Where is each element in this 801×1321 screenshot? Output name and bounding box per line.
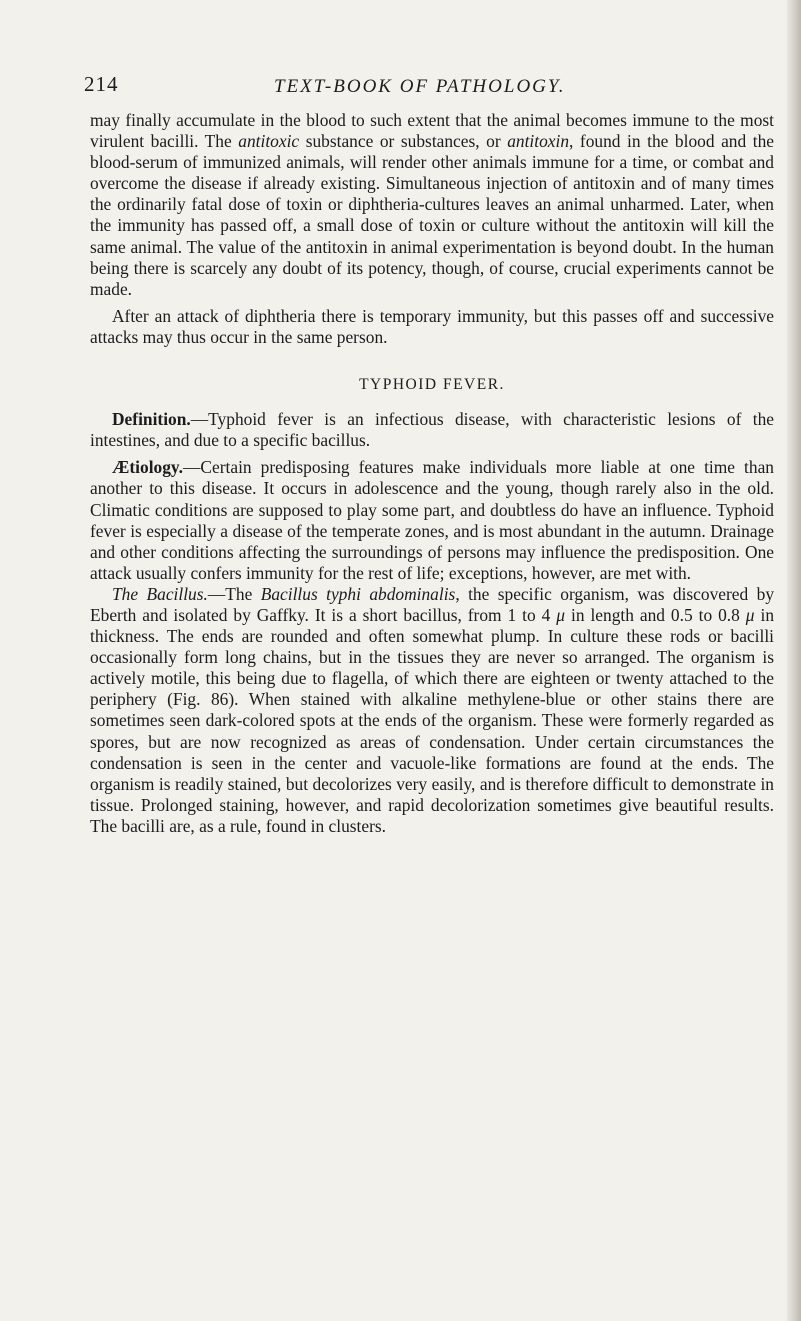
paragraph-definition bbox=[90, 409, 774, 451]
running-title: TEXT-BOOK OF PATHOLOGY. bbox=[274, 76, 566, 97]
text-run: in length and 0.5 to 0.8 bbox=[565, 604, 746, 625]
text-run: —Typhoid fever is an infectious disease, with characteristic lesions of the intestines, and due to a specific bacillus. bbox=[90, 409, 774, 451]
paragraph-bacillus bbox=[90, 584, 774, 837]
text-run: , the specific organism, was discovered by Eberth and isolated by Gaffky. It is a short bacillus, from 1 to 4 bbox=[90, 583, 775, 625]
italic-term: antitoxic bbox=[238, 131, 300, 152]
italic-term: Bacillus typhi abdominalis bbox=[260, 583, 456, 604]
text-run: —Certain predisposing features make individuals more liable at one time than another to this disease. It occurs in adolescence and the young, though rarely also in the old. Climatic conditions are supposed to play some part, and doubtless do have an influence. Typhoid fever is especially a disease of the temperate zones, and is most abundant in the autumn. Drainage and other conditions affecting the surroundings of persons may influence the predisposition. One attack usually confers immunity for the rest of life; exceptions, however, are met with. bbox=[90, 457, 774, 583]
italic-term: antitoxin bbox=[507, 131, 570, 152]
page-body bbox=[90, 110, 774, 837]
micron-symbol: μ bbox=[556, 604, 566, 625]
paragraph-etiology bbox=[90, 457, 774, 584]
page-header bbox=[84, 72, 761, 102]
page-edge bbox=[787, 0, 801, 1321]
text-run: substance or substances, or bbox=[299, 131, 508, 152]
text-run: —The bbox=[207, 583, 261, 604]
page-number: 214 bbox=[84, 72, 119, 96]
micron-symbol: μ bbox=[745, 604, 755, 625]
text-run: , found in the blood and the blood-serum of immunized animals, will render other animals immune for a time, or combat and overcome the disease if already existing. Simultaneous injection of antitoxin and of many times the ordinarily fatal dose of toxin or diphtheria-cultures leaves an animal unharmed. Later, when the immunity has passed off, a small dose of toxin or culture without the antitoxin will kill the same animal. The value of the antitoxin in animal experimentation is beyond doubt. In the human being there is scarcely any doubt of its potency, though, of course, crucial experiments cannot be made. bbox=[90, 131, 774, 299]
run-in-heading: The Bacillus. bbox=[112, 583, 208, 604]
paragraph-immunity: After an attack of diphtheria there is temporary immunity, but this passes off and successive attacks may thus occur in the same person. bbox=[90, 305, 774, 347]
text-run: in thickness. The ends are rounded and often somewhat plump. In culture these rods or bacilli occasionally form long chains, but in the tissues they are never so arranged. The organism is actively motile, this being due to flagella, of which there are eighteen or twenty attached to the periphery (Fig. 86). When stained with alkaline methylene-blue or other stains there are sometimes seen dark-colored spots at the ends of the organism. These were formerly regarded as spores, but are now recognized as areas of condensation. Under certain circumstances the condensation is seen in the center and vacuole-like formations are found at the ends. The organism is readily stained, but decolorizes very easily, and is therefore difficult to demonstrate in tissue. Prolonged staining, however, and rapid decolorization sometimes give beautiful results. The bacilli are, as a rule, found in clusters. bbox=[90, 604, 775, 836]
run-in-heading: Ætiology. bbox=[112, 457, 184, 478]
run-in-heading: Definition. bbox=[112, 409, 191, 430]
paragraph-antitoxin bbox=[90, 110, 774, 300]
text-run: may finally accumulate in the blood to such extent that the animal becomes immune to the most virulent bacilli. The bbox=[90, 110, 774, 152]
section-title: TYPHOID FEVER. bbox=[359, 376, 505, 394]
